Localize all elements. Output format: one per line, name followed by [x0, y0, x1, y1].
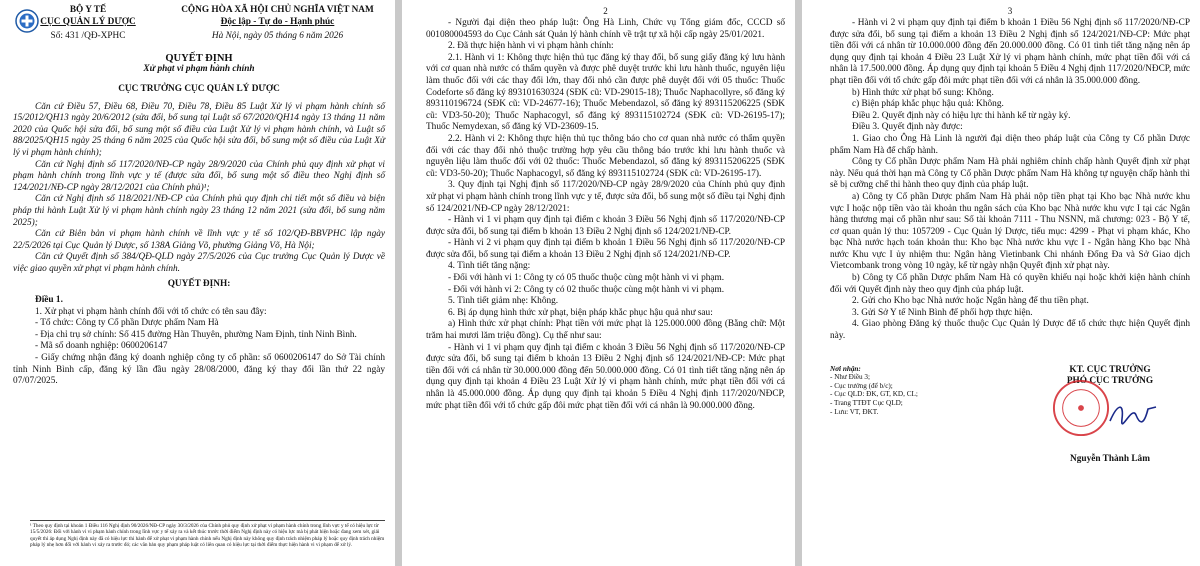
paragraph: - Hành vi 2 vi phạm quy định tại điểm b khoản 1 Điều 56 Nghị định số 117/2020/NĐ-CP được sửa đổi, bổ sung tại điểm a khoản 13 Điều 2 Nghị định số 124/2021/NĐ-CP.	[426, 238, 785, 260]
paragraph: 2.1. Hành vi 1: Không thực hiện thủ tục đăng ký thay đổi, bổ sung giấy đăng ký lưu hành với cơ quan nhà nước có thẩm quyền và được phê duyệt trước khi lưu hành thuốc, nguyên liệu làm thuốc đối với các thay đổi lớn, thay đổi nhỏ cần được phê duyệt đối với 05 thuốc: Thuốc Codeforte số đăng ký 893101630324 (SĐK cũ: VD-29015-18); Thuốc Naphacollyre, số đăng ký 893110196724 (SĐK cũ: VD-24677-16); Thuốc Mebendazol, số đăng ký 893115206225 (SĐK cũ: VD3-50-20); Thuốc Naphacogyl, số đăng ký 893115102724 (SĐK cũ: VD-26195-17); Thuốc Nemydexan, số đăng ký VD-23609-15.	[426, 52, 785, 133]
issue-date: Hà Nội, ngày 05 tháng 6 năm 2026	[211, 31, 344, 42]
paragraph: 3. Gửi Sở Y tế Ninh Bình để phối hợp thực hiện.	[852, 307, 1033, 318]
national-block	[170, 5, 385, 43]
article-item: - Địa chỉ trụ sở chính: Số 415 đường Hàn Thuyên, phường Nam Định, tỉnh Ninh Bình.	[35, 329, 357, 340]
paragraph: - Người đại diện theo pháp luật: Ông Hà Linh, Chức vụ Tổng giám đốc, CCCD số 001080004593 do Cục Cảnh sát Quản lý hành chính về trật tự xã hội cấp ngày 25/01/2021.	[426, 18, 785, 40]
document-page-1	[0, 0, 395, 566]
paragraph: Điều 3. Quyết định này được:	[852, 122, 963, 133]
paragraph: - Hành vi 1 vi phạm quy định tại điểm c khoản 3 Điều 56 Nghị định số 117/2020/NĐ-CP được sửa đổi, bổ sung tại điểm b khoản 13 Điều 2 Nghị định số 124/2021/NĐ-CP.	[426, 215, 785, 237]
page-number: 2	[603, 6, 608, 16]
motto: Độc lập - Tự do - Hạnh phúc	[220, 16, 335, 27]
paragraph: 6. Bị áp dụng hình thức xử phạt, biện pháp khắc phục hậu quả như sau:	[448, 307, 713, 318]
document-page-2	[402, 0, 795, 566]
document-page-3	[802, 0, 1200, 566]
legal-basis: Căn cứ Nghị định số 117/2020/NĐ-CP ngày 28/9/2020 của Chính phủ quy định xử phạt vi phạm hành chính trong lĩnh vực y tế (được sửa đổi, bổ sung một số điều theo Nghị định số 124/2021/NĐ-CP ngày 28/12/2021 của Chính phủ)¹;	[13, 159, 385, 193]
recipient-item: - Như Điều 3;	[830, 373, 871, 382]
article-item: 1. Xử phạt vi phạm hành chính đối với tổ chức có tên sau đây:	[35, 306, 267, 317]
official-stamp-icon	[1052, 379, 1110, 437]
paragraph: a) Công ty Cổ phần Dược phẩm Nam Hà phải nộp tiền phạt tại Kho bạc Nhà nước khu vực I hoặc nộp tiền vào tài khoản thu ngân sách của Kho bạc Nhà nước khu vực I tại các Ngân hàng thương mại cổ phần như sau: Số tài khoản 7111 - Thu NSNN, mã chương: 023 - Bộ Y tế, cơ quan quản lý thu: 1057209 - Cục Quản lý Dược, tiểu mục: 4299 - Phạt vi phạm khác, Kho bạc Nhà nước hạch toán khoản thu: Kho bạc Nhà nước khu vực I - Ngân hàng Kho bạc Nhà nước Khu vực I ủy nhiệm thu: Ngân hàng Vietinbank Chi nhánh Đống Đa và Sở Giao dịch Vietcombank trong vòng 10 ngày, kể từ ngày nhận Quyết định xử phạt này.	[830, 191, 1190, 272]
paragraph: b) Hình thức xử phạt bổ sung: Không.	[852, 87, 994, 98]
footnote: ¹ Theo quy định tại khoản 1 Điều 116 Nghị định 90/2026/NĐ-CP ngày 30/3/2026 của Chính phủ quy định xử phạt vi phạm hành chính trong lĩnh vực y tế có hiệu lực từ 15/5/2026: Đối với hành vi vi phạm hành chính trong lĩnh vực y tế xảy ra và kết thúc trước thời điểm Nghị định này có hiệu lực mà bị phát hiện hoặc đang xem xét, giải quyết thì áp dụng Nghị định này đã có hiệu lực thi hành để xử phạt vi phạm hành chính nếu Nghị định này không quy định trách nhiệm pháp lý hoặc quy định trách nhiệm pháp lý nhẹ hơn đối với hành vi xảy ra trước đó; các văn bản quy phạm pháp luật có liên quan có hiệu lực tại thời điểm thực hiện hành vi vi phạm để xử lý.	[30, 520, 385, 548]
recipient-item: - Cục trưởng (để b/c);	[830, 381, 893, 390]
article-item: - Mã số doanh nghiệp: 0600206147	[35, 341, 168, 352]
document-number: Số: 431 /QĐ-XPHC	[50, 31, 126, 42]
recipient-item: - Cục QLD: ĐK, GT, KD, CL;	[830, 390, 918, 399]
decide-heading: QUYẾT ĐỊNH:	[167, 279, 231, 290]
paragraph: 2. Đã thực hiện hành vi vi phạm hành chính:	[448, 41, 614, 52]
doc-title: QUYẾT ĐỊNH	[165, 52, 233, 64]
page-number: 3	[1007, 6, 1013, 16]
recipients-block	[830, 365, 980, 466]
article-item: - Tổ chức: Công ty Cổ phần Dược phẩm Nam Hà	[35, 318, 219, 329]
issuer-block	[13, 5, 163, 43]
legal-basis: Căn cứ Biên bản vi phạm hành chính về lĩnh vực y tế số 102/QĐ-BBVPHC lập ngày 22/5/2026 tại Cục Quản lý Dược, số 138A Giảng Võ, phường Giảng Võ, Hà Nội;	[13, 229, 385, 251]
legal-basis: Căn cứ Điều 57, Điều 68, Điều 70, Điều 78, Điều 85 Luật Xử lý vi phạm hành chính số 15/2012/QH13 ngày 20/6/2012 (sửa đổi, bổ sung tại Luật số 67/2020/QH14 ngày 13 tháng 11 năm 2020 của Quốc hội sửa đổi, bổ sung một số điều của Luật Xử lý vi phạm hành chính, và Luật số 88/2025/QH15 ngày 25 tháng 6 năm 2025 của Quốc hội sửa đổi, bổ sung một số điều của Luật Xử lý vi phạm hành chính);	[13, 101, 385, 158]
signature-area	[830, 365, 1190, 466]
sign-subtitle: PHÓ CỤC TRƯỞNG	[1066, 376, 1154, 387]
sign-title: KT. CỤC TRƯỞNG	[1069, 364, 1151, 375]
handwritten-signature-icon	[1108, 399, 1158, 429]
paragraph: 1. Giao cho Ông Hà Linh là người đại diện theo pháp luật của Công ty Cổ phần Dược phẩm Nam Hà để chấp hành.	[830, 133, 1190, 156]
paragraph: - Đối với hành vi 1: Công ty có 05 thuốc thuộc cùng một hành vi vi phạm.	[448, 273, 725, 284]
agency-name: CỤC QUẢN LÝ DƯỢC	[40, 16, 136, 27]
doc-subject: Xử phạt vi phạm hành chính	[143, 64, 255, 75]
recipients-title: Nơi nhận:	[830, 364, 861, 373]
paragraph: - Hành vi 2 vi phạm quy định tại điểm b khoản 1 Điều 56 Nghị định số 117/2020/NĐ-CP được sửa đổi, bổ sung tại điểm a khoản 13 Điều 2 Nghị định số 124/2021/NĐ-CP: Mức phạt tiền đối với cá nhân từ 10.000.000 đồng đến 20.000.000 đồng. Có 01 tình tiết tăng nặng nên áp dụng quy định tại khoản 4 Điều 23 Luật Xử lý vi phạm hành chính, mức phạt tiền đối với cá nhân là 17.500.000 đồng. Áp dụng quy định tại khoản 5 Điều 4 Nghị định 117/2020/NĐCP, mức phạt tiền đối với tổ chức gấp đôi mức phạt tiền đối với cá nhân là 35.000.000 đồng.	[830, 18, 1190, 86]
signer-name: Nguyễn Thành Lâm	[1070, 453, 1150, 464]
paragraph: b) Công ty Cổ phần Dược phẩm Nam Hà có quyền khiếu nại hoặc khởi kiện hành chính đối với Quyết định này theo quy định của pháp luật.	[830, 273, 1190, 295]
paragraph: Điều 2. Quyết định này có hiệu lực thi hành kể từ ngày ký.	[852, 110, 1071, 121]
paragraph: 2.2. Hành vi 2: Không thực hiện thủ tục thông báo cho cơ quan nhà nước có thẩm quyền đối với các thay đổi nhỏ thuộc trường hợp yêu cầu thông báo trước khi lưu hành thuốc và nguyên liệu làm thuốc đối với 02 thuốc: Thuốc Mebendazol, số đăng ký 893115206225 (SĐK cũ: VD3-50-20); Thuốc Naphacogyl, số đăng ký 893115102724 (SĐK cũ: VD-26195-17).	[426, 133, 785, 179]
document-header	[13, 5, 385, 43]
paragraph: 4. Tình tiết tăng nặng:	[448, 261, 531, 272]
paragraph: - Hành vi 1 vi phạm quy định tại điểm c khoản 3 Điều 56 Nghị định số 117/2020/NĐ-CP được sửa đổi, bổ sung tại điểm b khoản 13 Điều 2 Nghị định số 124/2021/NĐ-CP: Mức phạt tiền đối với cá nhân từ 30.000.000 đồng đến 50.000.000 đồng. Có 01 tình tiết tăng nặng nên áp dụng quy định tại khoản 4 Điều 23 Luật Xử lý vi phạm hành chính, mức phạt tiền đối với cá nhân là 45.000.000 đồng. Áp dụng quy định tại khoản 5 Điều 4 Nghị định 117/2020/NĐCP, mức phạt tiền đối với tổ chức gấp đôi mức phạt tiền đối với cá nhân là 90.000.000 đồng.	[426, 342, 785, 411]
legal-basis: Căn cứ Nghị định số 118/2021/NĐ-CP của Chính phủ quy định chi tiết một số điều và biện pháp thi hành Luật Xử lý vi phạm hành chính ngày 23 tháng 12 năm 2021 (sửa đổi, bổ sung năm 2025);	[13, 194, 385, 228]
page-body	[426, 18, 785, 412]
paragraph: c) Biện pháp khắc phục hậu quả: Không.	[852, 99, 1004, 110]
recipient-item: - Lưu: VT, ĐKT.	[830, 407, 879, 416]
article-1-heading: Điều 1.	[35, 295, 63, 306]
ministry-name: BỘ Y TẾ	[69, 5, 107, 15]
issuing-authority: CỤC TRƯỞNG CỤC QUẢN LÝ DƯỢC	[118, 83, 280, 94]
paragraph: a) Hình thức xử phạt chính: Phạt tiền với mức phạt là 125.000.000 đồng (Bằng chữ: Một trăm hai mươi lăm triệu đồng). Cụ thể như sau:	[426, 319, 785, 342]
recipient-item: - Trang TTĐT Cục QLD;	[830, 399, 903, 407]
legal-basis: Căn cứ Quyết định số 384/QĐ-QLD ngày 27/5/2026 của Cục trưởng Cục Quản lý Dược về việc giao quyền xử phạt vi phạm hành chính.	[13, 252, 385, 274]
page-body	[830, 18, 1190, 343]
paragraph: 3. Quy định tại Nghị định số 117/2020/NĐ-CP ngày 28/9/2020 của Chính phủ quy định xử phạt vi phạm hành chính trong lĩnh vực y tế, được sửa đổi, bổ sung một số điều tại Nghị định số 124/2021/NĐ-CP ngày 28/12/2021:	[426, 180, 785, 214]
article-item: - Giấy chứng nhận đăng ký doanh nghiệp công ty cổ phần: số 0600206147 do Sở Tài chính tỉnh Ninh Bình cấp, đăng ký lần đầu ngày 28/08/2000, đăng ký thay đổi lần thứ 22 ngày 07/07/2025.	[13, 353, 385, 387]
signer-block	[1030, 365, 1190, 466]
paragraph: 5. Tình tiết giảm nhẹ: Không.	[448, 296, 559, 307]
paragraph: 2. Gửi cho Kho bạc Nhà nước hoặc Ngân hàng để thu tiền phạt.	[852, 296, 1089, 307]
ministry-logo-icon	[15, 9, 39, 33]
paragraph: Công ty Cổ phần Dược phẩm Nam Hà phải nghiêm chỉnh chấp hành Quyết định xử phạt này. Nếu quá thời hạn mà Công ty Cổ phần Dược phẩm Nam Hà không tự nguyện chấp hành thì sẽ bị cưỡng chế thi hành theo quy định của pháp luật.	[830, 157, 1190, 191]
nation-name: CỘNG HÒA XÃ HỘI CHỦ NGHĨA VIỆT NAM	[181, 5, 374, 15]
paragraph: - Đối với hành vi 2: Công ty có 02 thuốc thuộc cùng một hành vi vi phạm.	[448, 284, 725, 295]
paragraph: 4. Giao phòng Đăng ký thuốc thuộc Cục Quản lý Dược để tổ chức thực hiện Quyết định này.	[830, 319, 1190, 342]
